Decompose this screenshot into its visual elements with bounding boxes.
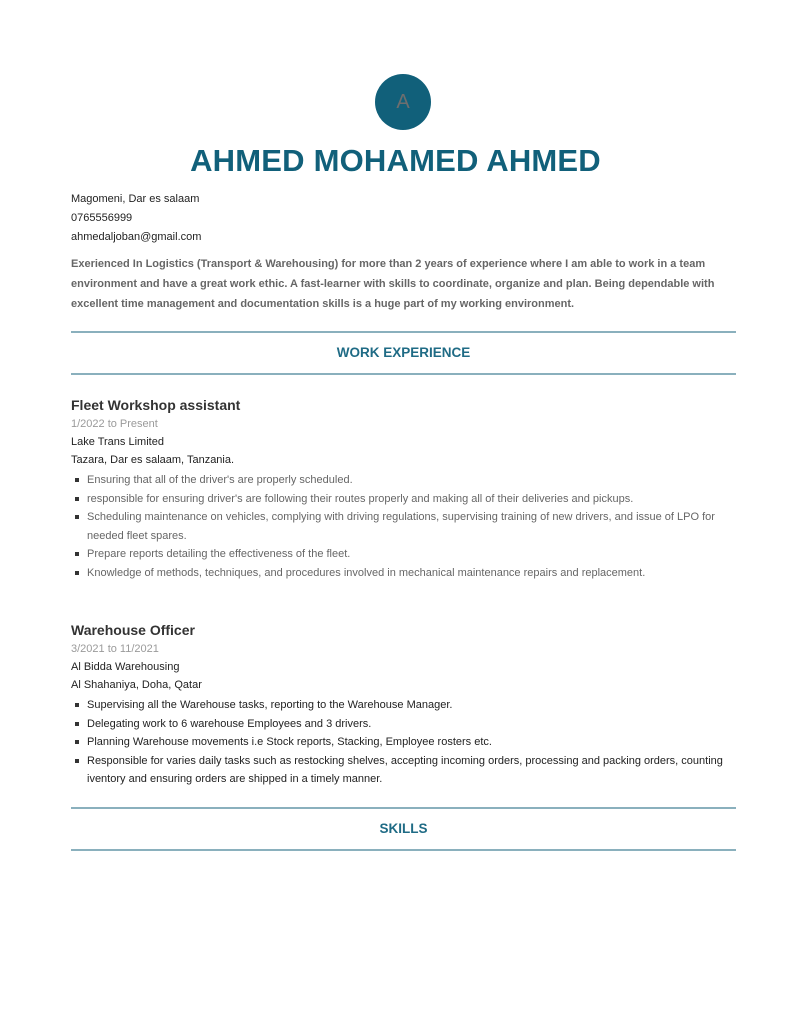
job-dates: 3/2021 to 11/2021	[71, 643, 159, 655]
job-location: Al Shahaniya, Doha, Qatar	[71, 679, 202, 691]
job-title: Warehouse Officer	[71, 622, 195, 638]
job-entry	[71, 395, 739, 582]
list-item: responsible for ensuring driver's are following their routes properly and making all of their deliveries and pickups.	[87, 490, 739, 509]
list-item: Prepare reports detailing the effectiveness of the fleet.	[87, 545, 739, 564]
job-dates: 1/2022 to Present	[71, 418, 158, 430]
job-location: Tazara, Dar es salaam, Tanzania.	[71, 454, 235, 466]
divider	[71, 849, 736, 851]
job-duties	[71, 696, 739, 789]
job-entry	[71, 620, 739, 789]
skills-section-header	[71, 807, 736, 851]
job-company: Lake Trans Limited	[71, 436, 164, 448]
job-company: Al Bidda Warehousing	[71, 661, 180, 673]
avatar	[375, 74, 431, 130]
list-item: Scheduling maintenance on vehicles, complying with driving regulations, supervising training of new drivers, and issue of LPO for needed fleet spares.	[87, 508, 739, 545]
email: ahmedaljoban@gmail.com	[71, 231, 202, 243]
divider	[71, 373, 736, 375]
list-item: Delegating work to 6 warehouse Employees and 3 drivers.	[87, 715, 739, 734]
candidate-name: AHMED MOHAMED AHMED	[190, 143, 601, 178]
job-title: Fleet Workshop assistant	[71, 397, 241, 413]
list-item: Supervising all the Warehouse tasks, reporting to the Warehouse Manager.	[87, 696, 739, 715]
address: Magomeni, Dar es salaam	[71, 193, 200, 205]
section-title: WORK EXPERIENCE	[336, 345, 471, 360]
list-item: Planning Warehouse movements i.e Stock reports, Stacking, Employee rosters etc.	[87, 733, 739, 752]
contact-info	[71, 190, 201, 247]
work-experience-section-header	[71, 331, 736, 375]
professional-summary: Exerienced In Logistics (Transport & Warehousing) for more than 2 years of experience where I am able to work in a team environment and have a great work ethic. A fast-learner with skills to coordinate, organize and plan. Being dependable with excellent time management and documentation skills is a huge part of my working environment.	[71, 258, 715, 310]
section-title: SKILLS	[379, 821, 428, 836]
list-item: Knowledge of methods, techniques, and procedures involved in mechanical maintenance repairs and replacement.	[87, 564, 739, 583]
avatar-initial: A	[396, 90, 410, 113]
list-item: Ensuring that all of the driver's are properly scheduled.	[87, 471, 739, 490]
job-duties	[71, 471, 739, 582]
list-item: Responsible for varies daily tasks such as restocking shelves, accepting incoming orders, processing and packing orders, counting iventory and ensuring orders are shipped in a timely manner.	[87, 752, 739, 789]
phone: 0765556999	[71, 212, 133, 224]
